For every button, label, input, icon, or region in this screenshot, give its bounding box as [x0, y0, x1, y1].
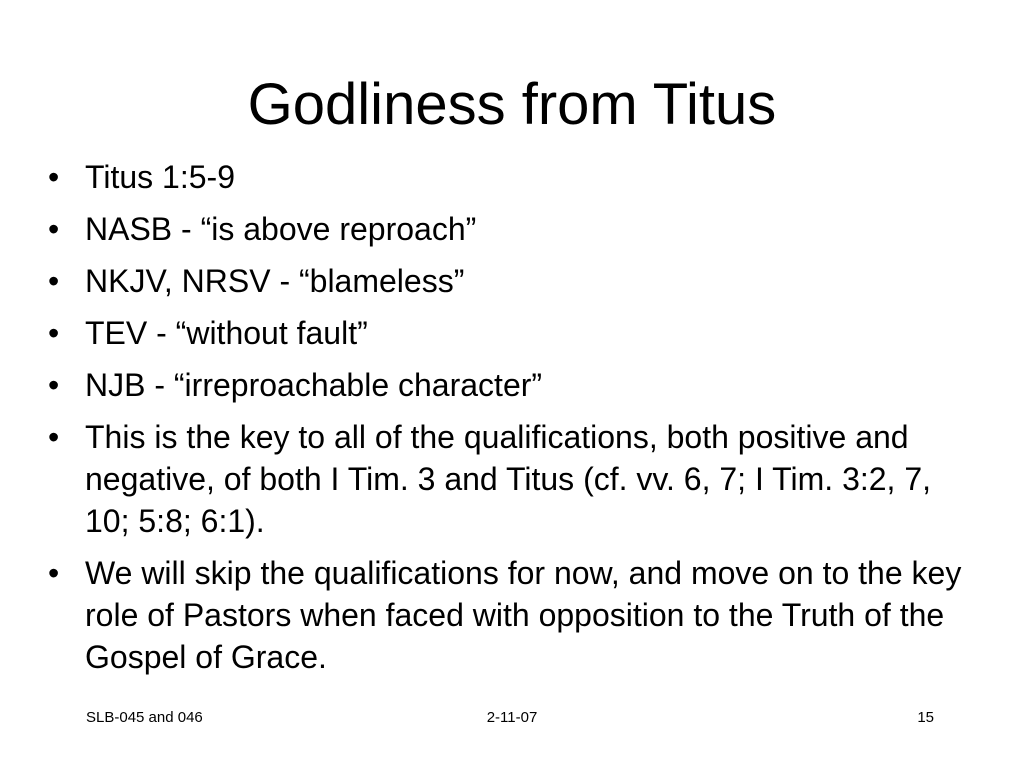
footer-page-number: 15	[917, 709, 934, 726]
bullet-list	[48, 156, 978, 688]
slide-title: Godliness from Titus	[247, 72, 777, 137]
bullet-text: We will skip the qualifications for now, and move on to the key role of Pastors when faced with opposition to the Truth of the Gospel of Grace.	[85, 555, 962, 675]
bullet-item	[48, 260, 978, 302]
bullet-text: NASB - “is above reproach”	[85, 211, 477, 247]
bullet-text: Titus 1:5-9	[85, 159, 235, 195]
bullet-item	[48, 552, 978, 678]
bullet-marker: •	[48, 159, 60, 195]
bullet-marker: •	[48, 555, 60, 591]
bullet-text: TEV - “without fault”	[85, 315, 368, 351]
footer-document-id: SLB-045 and 046	[86, 709, 203, 726]
footer-date: 2-11-07	[486, 709, 538, 726]
bullet-marker: •	[48, 419, 60, 455]
bullet-item	[48, 416, 978, 542]
bullet-text: This is the key to all of the qualifications, both positive and negative, of both I Tim. 3 and Titus (cf. vv. 6, 7; I Tim. 3:2, 7, 10; 5:8; 6:1).	[85, 419, 932, 539]
bullet-item	[48, 156, 978, 198]
bullet-item	[48, 364, 978, 406]
bullet-item	[48, 312, 978, 354]
bullet-marker: •	[48, 315, 60, 351]
bullet-marker: •	[48, 367, 60, 403]
bullet-text: NKJV, NRSV - “blameless”	[85, 263, 465, 299]
bullet-text: NJB - “irreproachable character”	[85, 367, 543, 403]
bullet-item	[48, 208, 978, 250]
bullet-marker: •	[48, 263, 60, 299]
bullet-marker: •	[48, 211, 60, 247]
